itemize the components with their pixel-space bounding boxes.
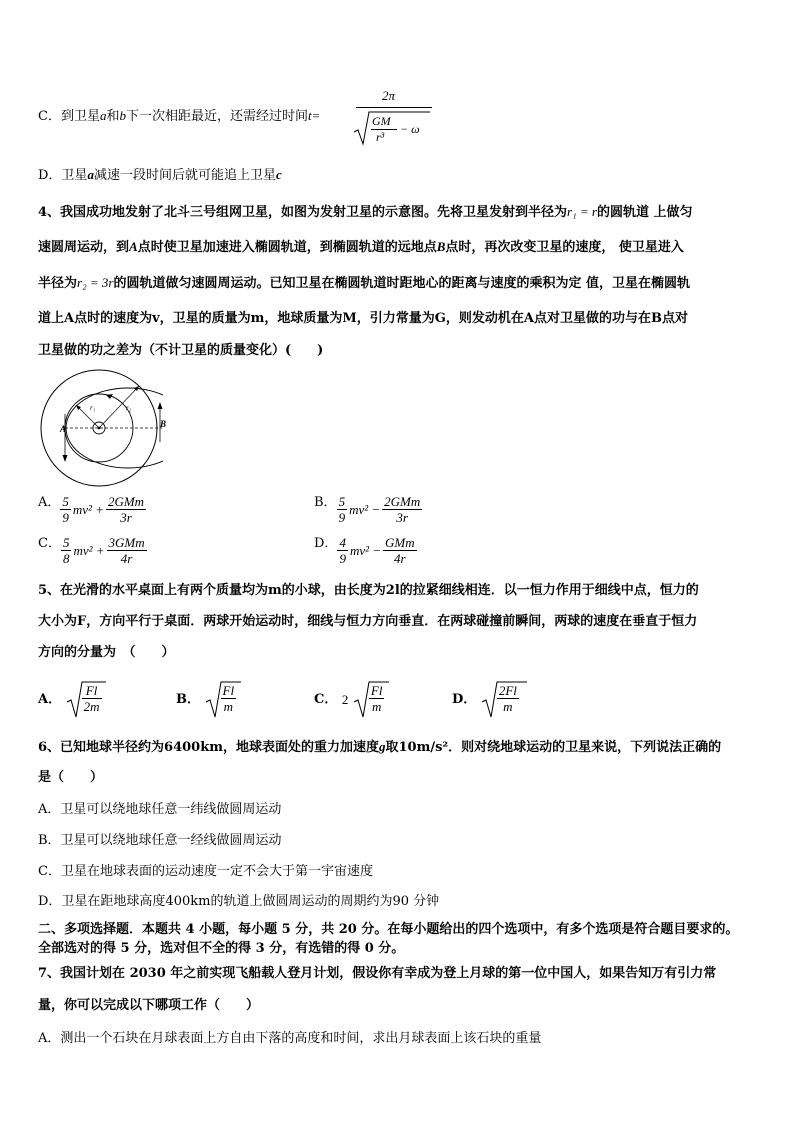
q3-c-r3: r³ xyxy=(376,130,385,144)
q4-l3a: 半径为 xyxy=(38,276,78,291)
q4-c-cnum: 5 xyxy=(62,535,70,550)
q4-c-fnum: 3GMm xyxy=(108,535,145,550)
q5-line1: 5、在光滑的水平桌面上有两个质量均为m的小球，由长度为2l的拉紧细线相连．以一恒力作用于细线中点，恒力的 xyxy=(38,583,699,598)
orbit-diagram xyxy=(38,366,163,491)
q3-c-t: t= xyxy=(307,108,321,123)
q3-c-mid: 和 xyxy=(106,109,120,124)
diagram-label-r1: r₁ xyxy=(90,404,96,412)
q4-l2-B: B xyxy=(436,239,446,254)
q4-option-a xyxy=(38,494,146,525)
q4-c-label: C． xyxy=(38,535,61,551)
q5-d-den: m xyxy=(503,699,513,714)
q4-b-fnum: 2GMm xyxy=(384,494,421,509)
q6-option-b: B．卫星可以绕地球任意一经线做圆周运动 xyxy=(38,833,282,848)
q4-a-label: A． xyxy=(38,494,61,510)
q5-option-d xyxy=(452,680,527,720)
q4-a-cden: 9 xyxy=(62,510,69,525)
q3-c-num: 2π xyxy=(382,88,396,103)
q4-d-mid: mv² − xyxy=(349,542,382,558)
q5-c-sqrt xyxy=(353,680,389,720)
q4-a-fden: 3r xyxy=(120,510,132,525)
q5-b-num: Fl xyxy=(222,683,235,698)
q4-l1-text: 4、我国成功地发射了北斗三号组网卫星，如图为发射卫星的示意图。先将卫星发射到半径为 xyxy=(38,205,568,220)
q4-b-fden: 3r xyxy=(396,510,408,525)
diagram-label-r2: r₂ xyxy=(126,404,132,412)
q5-option-a xyxy=(38,680,106,720)
q4-a-fnum: 2GMm xyxy=(107,494,145,509)
q5-line3: 方向的分量为 （ ） xyxy=(38,645,175,660)
q5-b-sqrt xyxy=(205,680,241,720)
q4-l2a: 速圆周运动，到 xyxy=(38,240,130,255)
q3-c-end: 下一次相距最近，还需经过时间 xyxy=(125,109,308,124)
q3-d-a: a xyxy=(87,167,94,182)
q4-b-mid: mv² − xyxy=(349,501,381,517)
q4-a-cnum: 5 xyxy=(62,494,69,509)
q4-b-cnum: 5 xyxy=(338,494,346,509)
q4-c-fden: 4r xyxy=(120,551,133,566)
q5-option-c xyxy=(314,680,389,720)
q4-b-cden: 9 xyxy=(338,510,346,525)
q4-option-b xyxy=(314,494,422,525)
q5-c-label: C． xyxy=(314,692,338,707)
q4-l1-end: 的圆轨道 上做匀 xyxy=(596,205,693,220)
q5-line2: 大小为F，方向平行于桌面．两球开始运动时，细线与恒力方向垂直．在两球碰撞前瞬间，两球的速度在垂直于恒力 xyxy=(38,614,698,629)
q4-d-fden: 4r xyxy=(394,551,406,566)
q5-c-coef: 2 xyxy=(341,692,349,707)
q3-c-sqrt-sign xyxy=(352,108,432,148)
q4-line5: 卫星做的功之差为（不计卫星的质量变化）( ) xyxy=(38,343,324,358)
q4-option-d xyxy=(314,535,417,566)
q7-line2: 量，你可以完成以下哪项工作（ ） xyxy=(38,998,260,1013)
q4-l3-math: r₂ = 3r xyxy=(77,275,114,290)
q3-c-a: a xyxy=(99,108,107,123)
q3-option-d xyxy=(38,167,756,184)
q4-l2b: 点时使卫星加速进入椭圆轨道，到椭圆轨道的远地点 xyxy=(137,240,437,255)
q6-line2: 是（ ） xyxy=(38,770,104,785)
q5-a-label: A． xyxy=(38,692,62,707)
q5-a-sqrt xyxy=(66,680,106,720)
q5-d-sqrt xyxy=(481,680,527,720)
q4-option-c xyxy=(38,535,147,566)
q5-a-den: 2m xyxy=(83,699,100,714)
q5-c-num: Fl xyxy=(370,683,383,698)
q6-line1 xyxy=(38,739,756,756)
q3-c-b: b xyxy=(119,108,126,123)
q4-line2 xyxy=(38,239,756,256)
q3-c-gm: GM xyxy=(372,114,391,128)
q5-b-label: B． xyxy=(176,692,200,707)
q4-d-fnum: GMm xyxy=(385,535,415,550)
q4-l3b: 的圆轨道做匀速圆周运动。已知卫星在椭圆轨道时距地心的距离与速度的乘积为定 值，卫星在椭圆轨 xyxy=(113,276,690,291)
q5-b-den: m xyxy=(223,699,233,714)
q7-line1: 7、我国计划在 2030 年之前实现飞船载人登月计划，假设你有幸成为登上月球的第一位中国人，如果告知万有引力常 xyxy=(38,966,717,981)
q3-c-text1: C．到卫星 xyxy=(38,109,100,124)
q5-option-b xyxy=(176,680,241,720)
diagram-label-B: B xyxy=(160,419,167,429)
q4-line1 xyxy=(38,204,756,221)
q4-d-label: D． xyxy=(314,535,338,551)
diagram-label-A: A xyxy=(60,424,67,434)
q6-option-c: C．卫星在地球表面的运动速度一定不会大于第一宇宙速度 xyxy=(38,864,373,879)
q6-option-d: D．卫星在距地球高度400km的轨道上做圆周运动的周期约为90 分钟 xyxy=(38,894,440,909)
q4-line3 xyxy=(38,275,756,292)
q5-d-num: 2Fl xyxy=(498,683,517,698)
section2-line2: 全部选对的得 5 分，选对但不全的得 3 分，有选错的得 0 分。 xyxy=(38,941,405,956)
q3-d-c: c xyxy=(275,167,282,182)
q4-b-label: B． xyxy=(314,494,337,510)
q4-d-cden: 9 xyxy=(339,551,346,566)
q3-d-rest: 减速一段时间后就可能追上卫星 xyxy=(93,168,276,183)
q4-c-cden: 8 xyxy=(62,551,70,566)
q5-c-den: m xyxy=(372,699,382,714)
q5-d-label: D． xyxy=(452,692,477,707)
q6-l1a: 6、已知地球半径约为6400km，地球表面处的重力加速度 xyxy=(38,740,379,755)
q6-l1-g: g xyxy=(379,739,386,754)
q3-c-formula xyxy=(352,88,432,150)
q4-l2-A: A xyxy=(129,239,138,254)
q5-a-num: Fl xyxy=(82,683,102,699)
q6-option-a: A．卫星可以绕地球任意一纬线做圆周运动 xyxy=(38,802,282,817)
q4-l1-math: r₁ = r xyxy=(567,204,597,219)
section2-line1: 二、多项选择题．本题共 4 小题，每小题 5 分，共 20 分。在每小题给出的四个选项中，有多个选项是符合题目要求的。 xyxy=(38,922,739,937)
q4-l2c: 点时，再次改变卫星的速度， 使卫星进入 xyxy=(445,240,684,255)
q4-line4: 道上A点时的速度为v，卫星的质量为m，地球质量为M，引力常量为G，则发动机在A点对卫星做的功与在B点对 xyxy=(38,311,688,326)
q3-d-text: D．卫星 xyxy=(38,168,88,183)
q3-c-minus: − ω xyxy=(400,122,420,136)
q4-d-cnum: 4 xyxy=(339,535,346,550)
q4-c-mid: mv² + xyxy=(73,542,105,558)
q6-l1b: 取10m/s²．则对绕地球运动的卫星来说，下列说法正确的 xyxy=(385,740,722,755)
q4-a-mid: mv² + xyxy=(72,501,104,517)
q7-option-a: A．测出一个石块在月球表面上方自由下落的高度和时间，求出月球表面上该石块的重量 xyxy=(38,1031,542,1046)
